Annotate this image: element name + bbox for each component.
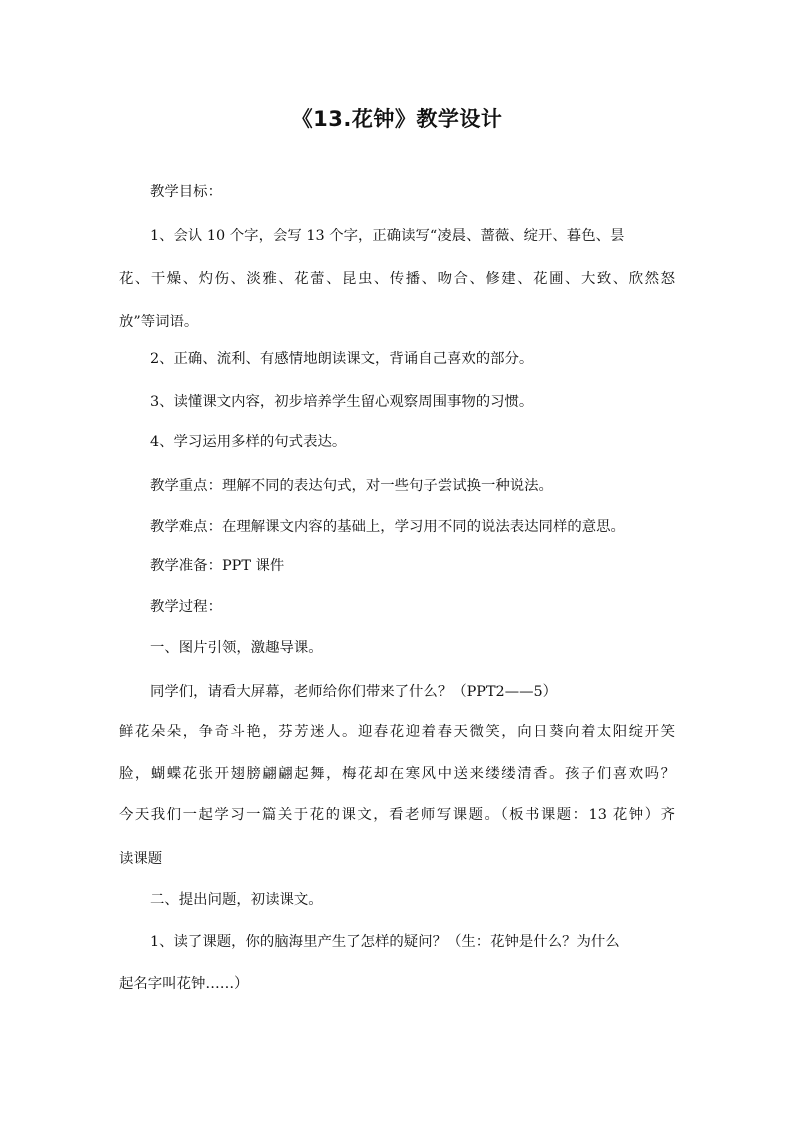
preparation: 教学准备：PPT 课件 (150, 558, 285, 574)
objective-1-line-1: 1、会认 10 个字，会写 13 个字，正确读写“凌晨、蔷薇、绽开、暮色、昙 (150, 228, 625, 244)
process-heading: 教学过程： (150, 599, 222, 615)
step-1-line-1: 同学们，请看大屏幕，老师给你们带来了什么？（PPT2——5） (150, 684, 558, 700)
step-1-line-3: 脸，蝴蝶花张开翅膀翩翩起舞，梅花却在寒风中送来缕缕清香。孩子们喜欢吗？ (119, 766, 675, 782)
step-1-line-2: 鲜花朵朵，争奇斗艳，芬芳迷人。迎春花迎着春天微笑，向日葵向着太阳绽开笑 (119, 724, 675, 740)
objective-3: 3、读懂课文内容，初步培养学生留心观察周围事物的习惯。 (150, 394, 534, 410)
step-2-item-1-line-1: 1、读了课题，你的脑海里产生了怎样的疑问？（生：花钟是什么？为什么 (150, 934, 620, 950)
step-2-item-1-line-2: 起名字叫花钟……） (119, 976, 249, 992)
objectives-heading: 教学目标： (150, 184, 222, 200)
objective-1-line-2: 花、干燥、灼伤、淡雅、花蕾、昆虫、传播、吻合、修建、花圃、大致、欣然怒 (119, 271, 675, 287)
key-point: 教学重点：理解不同的表达句式，对一些句子尝试换一种说法。 (150, 478, 553, 494)
step-2-heading: 二、提出问题，初读课文。 (150, 892, 323, 908)
step-1-line-4: 今天我们一起学习一篇关于花的课文，看老师写课题。（板书课题：13 花钟）齐 (119, 807, 675, 823)
step-1-line-5: 读课题 (119, 851, 163, 867)
step-1-heading: 一、图片引领，激趣导课。 (150, 640, 323, 656)
objective-4: 4、学习运用多样的句式表达。 (150, 434, 347, 450)
difficulty: 教学难点：在理解课文内容的基础上，学习用不同的说法表达同样的意思。 (150, 519, 625, 535)
objective-2: 2、正确、流利、有感情地朗读课文，背诵自己喜欢的部分。 (150, 351, 534, 367)
document-title: 《13.花钟》教学设计 (291, 107, 503, 131)
objective-1-line-3: 放”等词语。 (119, 314, 199, 330)
